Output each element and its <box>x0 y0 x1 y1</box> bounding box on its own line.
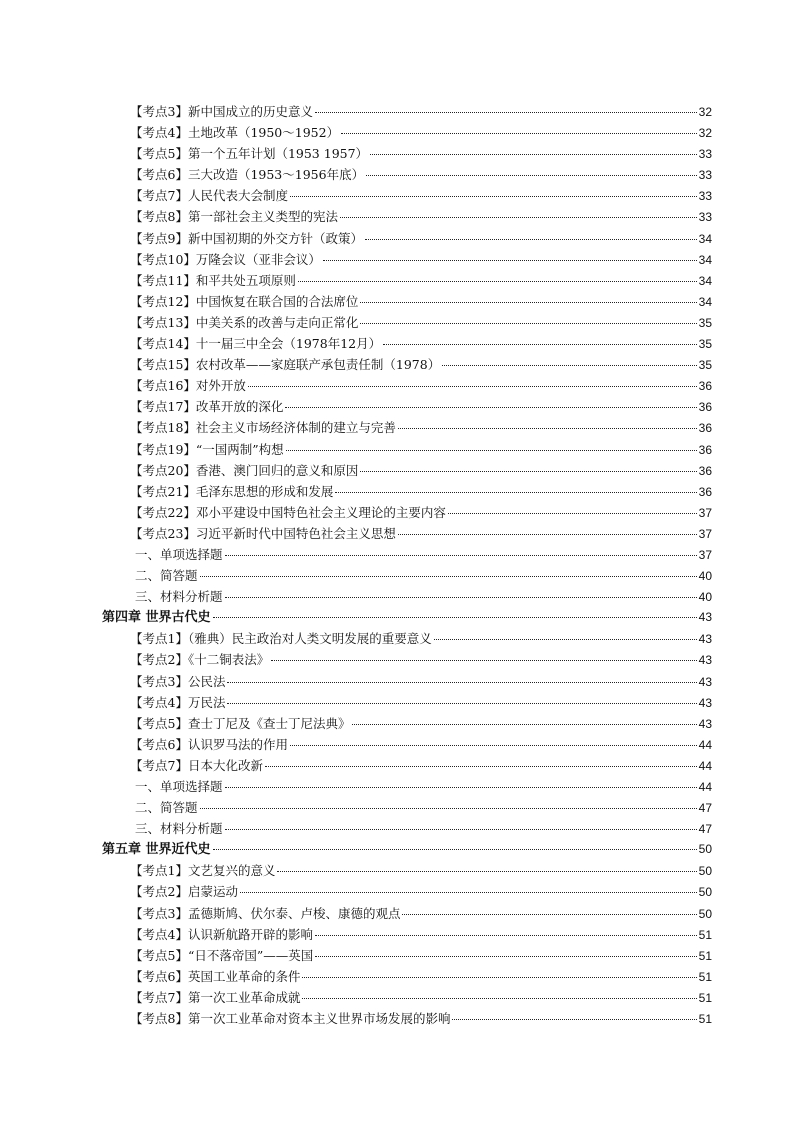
dot-leader <box>323 260 697 261</box>
toc-entry-page-number: 33 <box>698 147 712 162</box>
dot-leader <box>360 302 696 303</box>
toc-entry-page-number: 37 <box>698 526 712 541</box>
dot-leader <box>335 492 696 493</box>
dot-leader <box>340 217 697 218</box>
toc-entry-title: 【考点1】文艺复兴的意义 <box>130 863 276 879</box>
toc-entry-title: 【考点5】第一个五年计划（1953 1957） <box>130 146 369 162</box>
toc-entry[interactable] <box>0 396 712 417</box>
toc-entry-title: 【考点8】第一次工业革命对资本主义世界市场发展的影响 <box>130 1011 451 1027</box>
dot-leader <box>225 829 697 830</box>
toc-entry[interactable] <box>0 249 712 270</box>
toc-entry-title: 三、材料分析题 <box>135 589 223 605</box>
dot-leader <box>434 639 697 640</box>
dot-leader <box>341 133 697 134</box>
toc-entry-title: 【考点15】农村改革——家庭联产承包责任制（1978） <box>130 357 441 373</box>
toc-entry-title: 【考点3】新中国成立的历史意义 <box>130 104 313 119</box>
toc-entry-page-number: 40 <box>698 569 712 584</box>
toc-entry[interactable] <box>0 755 712 776</box>
toc-entry[interactable] <box>0 523 712 544</box>
toc-entry-page-number: 33 <box>698 168 712 183</box>
toc-entry[interactable] <box>0 945 712 966</box>
table-of-contents <box>0 101 800 1029</box>
dot-leader <box>398 428 697 429</box>
dot-leader <box>383 344 697 345</box>
toc-entry[interactable] <box>0 1008 712 1029</box>
dot-leader <box>285 407 696 408</box>
dot-leader <box>271 660 696 661</box>
dot-leader <box>225 597 697 598</box>
toc-entry[interactable] <box>0 333 712 354</box>
toc-entry-page-number: 50 <box>698 842 712 857</box>
toc-entry-page-number: 51 <box>698 1012 712 1027</box>
toc-entry[interactable] <box>0 291 712 312</box>
dot-leader <box>402 914 696 915</box>
toc-entry[interactable] <box>0 460 712 481</box>
dot-leader <box>227 703 696 704</box>
toc-section-entry[interactable] <box>0 565 712 586</box>
toc-entry-title: 【考点6】三大改造（1953～1956年底） <box>130 167 365 183</box>
dot-leader <box>213 617 697 618</box>
toc-entry-page-number: 36 <box>698 421 712 436</box>
dot-leader <box>200 576 697 577</box>
toc-entry[interactable] <box>0 354 712 375</box>
toc-entry[interactable] <box>0 143 712 164</box>
toc-entry[interactable] <box>0 692 712 713</box>
toc-entry-title: 【考点8】第一部社会主义类型的宪法 <box>130 209 338 225</box>
toc-entry-title: 【考点6】认识罗马法的作用 <box>130 736 288 752</box>
toc-entry-page-number: 34 <box>698 273 712 288</box>
toc-entry[interactable] <box>0 966 712 987</box>
toc-entry-page-number: 47 <box>698 822 712 837</box>
dot-leader <box>302 977 696 978</box>
toc-entry-page-number: 44 <box>698 737 712 752</box>
toc-entry-title: 二、简答题 <box>135 568 198 584</box>
toc-entry[interactable] <box>0 671 712 692</box>
toc-entry-page-number: 43 <box>698 632 712 647</box>
toc-entry-title: 【考点12】中国恢复在联合国的合法席位 <box>130 293 359 309</box>
toc-entry-page-number: 33 <box>698 189 712 204</box>
dot-leader <box>277 871 696 872</box>
toc-entry-page-number: 36 <box>698 400 712 415</box>
toc-entry-title: 第四章 世界古代史 <box>102 610 211 626</box>
toc-entry-page-number: 32 <box>698 126 712 141</box>
toc-entry-page-number: 50 <box>698 906 712 921</box>
toc-entry-title: 【考点23】习近平新时代中国特色社会主义思想 <box>130 525 396 541</box>
dot-leader <box>225 555 697 556</box>
dot-leader <box>290 196 697 197</box>
toc-entry-page-number: 34 <box>698 252 712 267</box>
toc-entry[interactable] <box>0 164 712 185</box>
toc-entry-page-number: 35 <box>698 315 712 330</box>
toc-entry-title: 【考点7】人民代表大会制度 <box>130 188 288 204</box>
toc-entry[interactable] <box>0 987 712 1008</box>
toc-entry-page-number: 36 <box>698 484 712 499</box>
toc-entry-page-number: 36 <box>698 442 712 457</box>
toc-entry[interactable] <box>0 375 712 396</box>
toc-entry-page-number: 35 <box>698 337 712 352</box>
toc-entry[interactable] <box>0 122 712 143</box>
dot-leader <box>442 365 696 366</box>
toc-entry-title: 【考点4】土地改革（1950～1952） <box>130 125 340 141</box>
toc-entry[interactable] <box>0 713 712 734</box>
toc-entry[interactable] <box>0 734 712 755</box>
dot-leader <box>227 682 696 683</box>
toc-entry-title: 【考点17】改革开放的深化 <box>130 399 284 415</box>
toc-entry-title: 【考点9】新中国初期的外交方针（政策） <box>130 230 363 246</box>
toc-entry-title: 【考点11】和平共处五项原则 <box>130 272 296 288</box>
toc-entry-page-number: 51 <box>698 948 712 963</box>
dot-leader <box>286 450 697 451</box>
toc-entry-title: 【考点20】香港、澳门回归的意义和原因 <box>130 462 359 478</box>
dot-leader <box>265 766 697 767</box>
toc-entry[interactable] <box>0 903 712 924</box>
toc-entry-title: 【考点18】社会主义市场经济体制的建立与完善 <box>130 420 396 436</box>
toc-entry-title: 【考点13】中美关系的改善与走向正常化 <box>130 314 359 330</box>
toc-entry-page-number: 32 <box>698 105 712 119</box>
toc-entry-title: 【考点5】查士丁尼及《查士丁尼法典》 <box>130 715 351 731</box>
toc-entry-page-number: 50 <box>698 885 712 900</box>
toc-entry-title: 【考点3】公民法 <box>130 673 226 689</box>
toc-entry-title: 【考点2】《十二铜表法》 <box>130 652 270 668</box>
toc-entry-title: 三、材料分析题 <box>135 821 223 837</box>
dot-leader <box>448 513 697 514</box>
dot-leader <box>248 386 697 387</box>
toc-entry-title: 一、单项选择题 <box>135 546 223 562</box>
toc-entry-page-number: 50 <box>698 864 712 879</box>
toc-entry[interactable] <box>0 185 712 206</box>
toc-entry-page-number: 34 <box>698 294 712 309</box>
toc-entry-title: 【考点5】“日不落帝国”——英国 <box>130 947 314 963</box>
toc-chapter-heading[interactable] <box>0 607 712 628</box>
toc-entry[interactable] <box>0 628 712 649</box>
dot-leader <box>225 787 697 788</box>
toc-entry-page-number: 34 <box>698 231 712 246</box>
toc-entry-title: 一、单项选择题 <box>135 779 223 794</box>
toc-entry-page-number: 40 <box>698 590 712 605</box>
toc-entry-page-number: 44 <box>698 780 712 794</box>
toc-entry-title: 【考点22】邓小平建设中国特色社会主义理论的主要内容 <box>130 504 446 520</box>
toc-entry-title: 【考点7】第一次工业革命成就 <box>130 989 301 1005</box>
toc-entry-title: 【考点4】认识新航路开辟的影响 <box>130 926 313 942</box>
toc-section-entry[interactable] <box>0 586 712 607</box>
dot-leader <box>298 281 697 282</box>
toc-entry-title: 第五章 世界近代史 <box>102 842 211 858</box>
dot-leader <box>200 808 697 809</box>
toc-entry-title: 【考点19】“一国两制”构想 <box>130 441 284 457</box>
toc-entry-page-number: 37 <box>698 505 712 520</box>
toc-entry-page-number: 47 <box>698 801 712 816</box>
dot-leader <box>452 1019 696 1020</box>
toc-entry[interactable] <box>0 439 712 460</box>
toc-entry[interactable] <box>0 860 712 881</box>
toc-entry-title: 【考点2】启蒙运动 <box>130 884 238 900</box>
toc-entry[interactable] <box>0 312 712 333</box>
toc-section-entry[interactable] <box>0 818 712 839</box>
toc-entry-page-number: 51 <box>698 969 712 984</box>
dot-leader <box>302 998 696 999</box>
toc-chapter-heading[interactable] <box>0 839 712 860</box>
toc-entry-title: 【考点7】日本大化改新 <box>130 757 263 773</box>
toc-entry-page-number: 37 <box>698 547 712 562</box>
dot-leader <box>370 154 697 155</box>
toc-section-entry[interactable] <box>0 797 712 818</box>
toc-section-entry[interactable] <box>0 544 712 565</box>
dot-leader <box>240 892 697 893</box>
toc-entry-page-number: 43 <box>698 695 712 710</box>
toc-entry[interactable] <box>0 649 712 670</box>
dot-leader <box>360 323 696 324</box>
dot-leader <box>352 724 696 725</box>
toc-entry[interactable] <box>0 502 712 523</box>
dot-leader <box>360 471 696 472</box>
toc-entry[interactable] <box>0 228 712 249</box>
toc-entry[interactable] <box>0 270 712 291</box>
toc-entry-page-number: 43 <box>698 653 712 668</box>
toc-entry[interactable] <box>0 417 712 438</box>
dot-leader <box>213 849 697 850</box>
toc-entry-title: 【考点6】英国工业革命的条件 <box>130 968 301 984</box>
dot-leader <box>365 239 697 240</box>
toc-entry-page-number: 36 <box>698 463 712 478</box>
toc-entry-page-number: 43 <box>698 716 712 731</box>
toc-entry-title: 【考点16】对外开放 <box>130 378 246 394</box>
toc-entry-title: 【考点21】毛泽东思想的形成和发展 <box>130 483 334 499</box>
dot-leader <box>366 175 697 176</box>
toc-entry[interactable] <box>0 206 712 227</box>
toc-entry[interactable] <box>0 924 712 945</box>
toc-entry-page-number: 33 <box>698 210 712 225</box>
dot-leader <box>290 745 697 746</box>
toc-entry-page-number: 35 <box>698 358 712 373</box>
toc-entry-title: 二、简答题 <box>135 800 198 816</box>
dot-leader <box>398 534 697 535</box>
toc-section-entry[interactable] <box>0 776 712 797</box>
toc-entry-title: 【考点3】孟德斯鸠、伏尔泰、卢梭、康德的观点 <box>130 905 401 921</box>
dot-leader <box>315 935 697 936</box>
toc-entry-page-number: 51 <box>698 927 712 942</box>
toc-entry-title: 【考点4】万民法 <box>130 694 226 710</box>
toc-entry-page-number: 43 <box>698 610 712 625</box>
toc-entry[interactable] <box>0 101 712 122</box>
toc-entry-page-number: 43 <box>698 674 712 689</box>
toc-entry[interactable] <box>0 481 712 502</box>
toc-entry-page-number: 44 <box>698 758 712 773</box>
toc-entry-title: 【考点14】十一届三中全会（1978年12月） <box>130 336 382 352</box>
dot-leader <box>315 112 697 113</box>
toc-entry[interactable] <box>0 881 712 902</box>
toc-entry-title: 【考点10】万隆会议（亚非会议） <box>130 251 321 267</box>
toc-entry-title: 【考点1】（雅典）民主政治对人类文明发展的重要意义 <box>130 631 432 647</box>
toc-entry-page-number: 36 <box>698 379 712 394</box>
dot-leader <box>315 956 696 957</box>
toc-entry-page-number: 51 <box>698 990 712 1005</box>
